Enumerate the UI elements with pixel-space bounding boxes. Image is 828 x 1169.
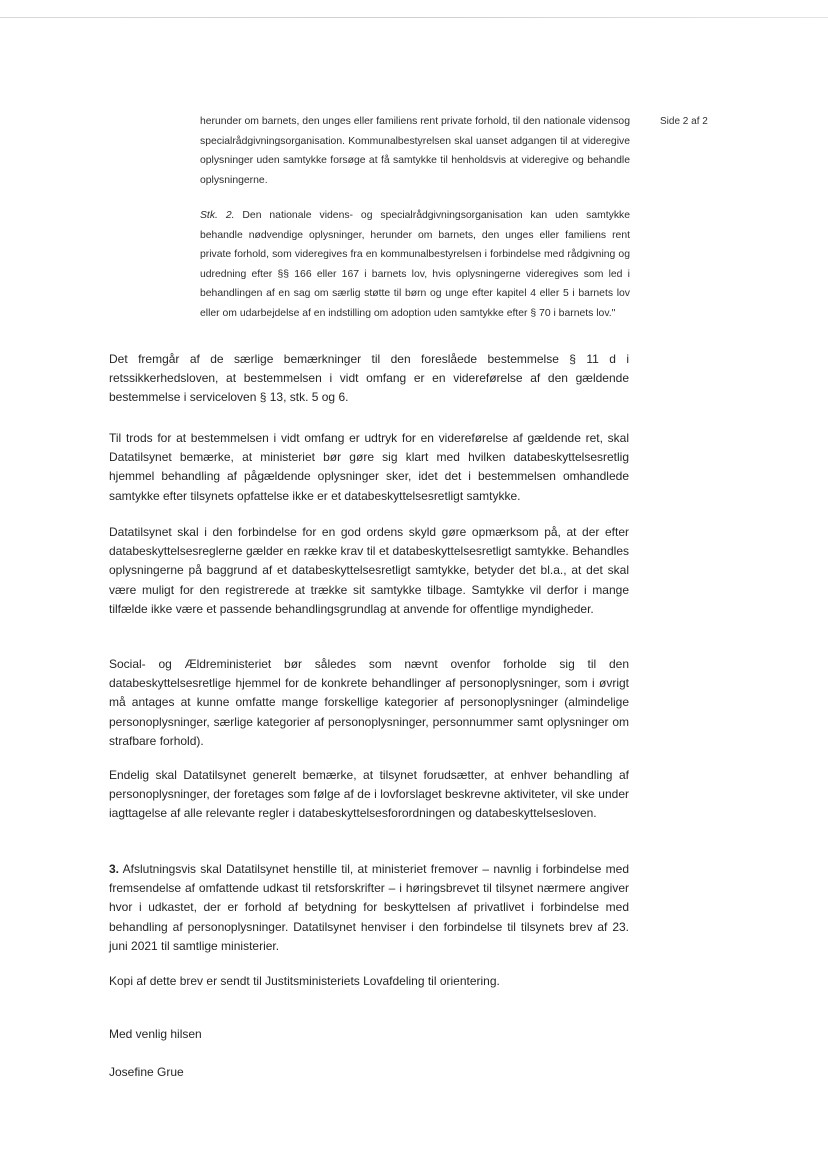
body-paragraph-5-text: Endelig skal Datatilsynet generelt bemærke, at tilsynet forudsætter, at enhver behandling af personoplysninger, der foretages som følge af de i lovforslaget beskrevne aktiviteter, vil ske under iagttagelse af alle relevante regler i databeskyttelsesforordningen og databeskyttelsesloven.: [109, 768, 629, 821]
stk-label: Stk. 2.: [200, 210, 235, 221]
body-paragraph-6-content: Afslutningsvis skal Datatilsynet henstille til, at ministeriet fremover – navnlig i forbindelse med fremsendelse af omfattende udkast til retsforskrifter – i høringsbrevet til tilsynet nærmere angiver hvor i udkastet, der er forhold af betydning for beskyttelsen af privatlivet i forbindelse med behandling af personoplysninger. Datatilsynet henviser i den forbindelse til tilsynets brev af 23. juni 2021 til samtlige ministerier.: [109, 862, 630, 953]
quote-text-2: [200, 206, 630, 323]
quoted-law-paragraph-2: [200, 206, 630, 323]
quote-text-1: herunder om barnets, den unges eller familiens rent private forhold, til den nationale vidensog specialrådgivningsorganisation. Kommunalbestyrelsen skal uanset adgangen til at videregive oplysninger uden samtykke forsøge at få samtykke til henholdsvis at videregive og behandle oplysningerne.: [200, 116, 630, 186]
signatory-name: Josefine Grue: [109, 1065, 184, 1079]
body-paragraph-2-text: Til trods for at bestemmelsen i vidt omfang er udtryk for en videreførelse af gældende ret, skal Datatilsynet bemærke, at ministeriet bør gøre sig klart med hvilken databeskyttelsesretlig hjemmel behandling af pågældende oplysninger sker, idet det i bestemmelsen omhandlede samtykke efter tilsynets opfattelse ikke er et databeskyttelsesretligt samtykke.: [109, 431, 629, 503]
body-paragraph-4-text: Social- og Ældreministeriet bør således som nævnt ovenfor forholde sig til den databeskyttelsesretlige hjemmel for de konkrete behandlinger af personoplysninger, som i øvrigt må antages at kunne omfatte mange forskellige kategorier af personoplysninger (almindelige personoplysninger, særlige kategorier af personoplysninger, personnummer samt oplysninger om strafbare forhold).: [109, 657, 629, 748]
stk-text: Den nationale videns- og specialrådgivningsorganisation kan uden samtykke behandle nødvendige oplysninger, herunder om barnets, den unges eller familiens rent private forhold, som videregives fra en kommunalbestyrelsen i forbindelse med rådgivning og udredning efter §§ 166 eller 167 i barnets lov, hvis oplysningerne videregives som led i behandlingen af en sag om særlig støtte til børn og unge efter kapitel 4 eller 5 i barnets lov eller om udarbejdelse af en indstilling om adoption uden samtykke efter § 70 i barnets lov.": [200, 210, 631, 319]
quoted-law-paragraph-1: [200, 112, 630, 190]
body-paragraph-1: [109, 350, 629, 408]
closing-greeting: Med venlig hilsen: [109, 1027, 202, 1041]
body-paragraph-6-text: [109, 860, 629, 956]
body-paragraph-6: [109, 860, 629, 956]
body-paragraph-3: [109, 523, 629, 619]
body-paragraph-5: [109, 766, 629, 824]
page-indicator: Side 2 af 2: [660, 116, 708, 127]
body-paragraph-7-text: Kopi af dette brev er sendt til Justitsministeriets Lovafdeling til orientering.: [109, 974, 500, 988]
section-number: 3.: [109, 862, 120, 876]
scan-artifact-line: [0, 17, 828, 18]
body-paragraph-3-text: Datatilsynet skal i den forbindelse for en god ordens skyld gøre opmærksom på, at der efter databeskyttelsesreglerne gælder en række krav til et databeskyttelsesretligt samtykke. Behandles oplysningerne på baggrund af et databeskyttelsesretligt samtykke, betyder det bl.a., at det skal være muligt for den registrerede at trække sit samtykke tilbage. Samtykke vil derfor i mange tilfælde ikke være et passende behandlingsgrundlag at anvende for offentlige myndigheder.: [109, 525, 629, 616]
body-paragraph-4: [109, 655, 629, 751]
body-paragraph-2: [109, 429, 629, 506]
body-paragraph-1-text: Det fremgår af de særlige bemærkninger til den foreslåede bestemmelse § 11 d i retssikkerhedsloven, at bestemmelsen i vidt omfang er en videreførelse af den gældende bestemmelse i serviceloven § 13, stk. 5 og 6.: [109, 352, 629, 405]
body-paragraph-7: [109, 972, 629, 991]
